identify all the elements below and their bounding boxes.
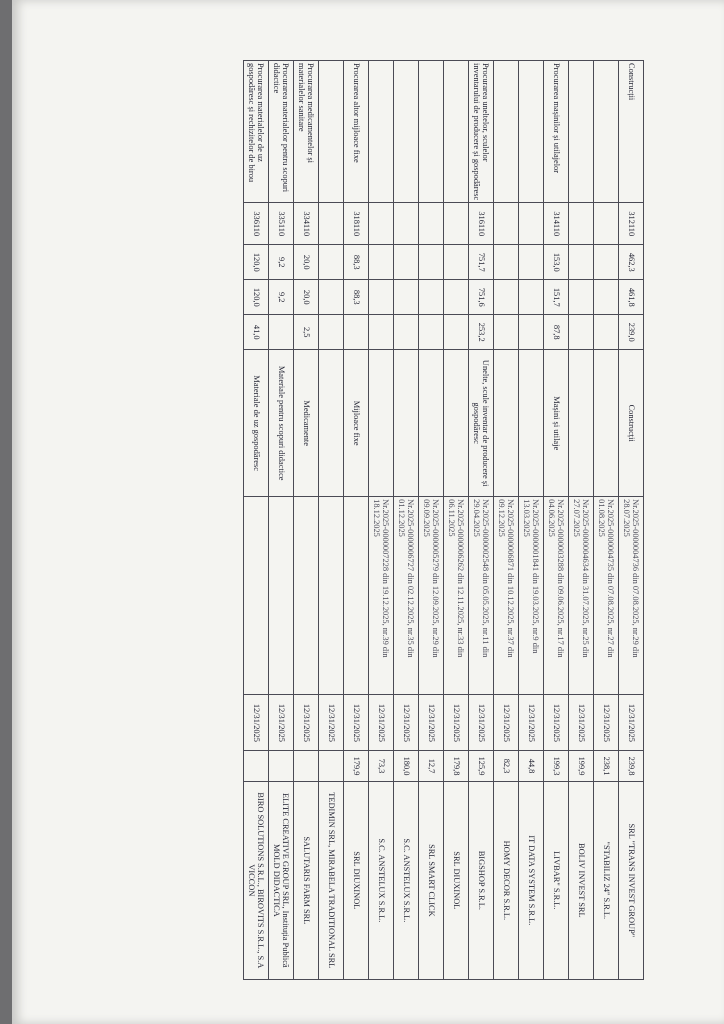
budget-code bbox=[394, 203, 419, 245]
table-row bbox=[619, 61, 644, 980]
budget-code bbox=[369, 203, 394, 245]
contract-amount: 179,8 bbox=[444, 751, 469, 781]
supplier-name: HOMY DECOR S.R.L. bbox=[494, 781, 519, 979]
executed-amount bbox=[519, 315, 544, 350]
procurement-category bbox=[494, 350, 519, 497]
budget-code bbox=[319, 203, 344, 245]
contracted-amount bbox=[594, 280, 619, 315]
budget-code: 335110 bbox=[269, 203, 294, 245]
contract-date: 12/31/2025 bbox=[594, 695, 619, 751]
expense-name bbox=[319, 61, 344, 203]
contract-amount: 199,9 bbox=[569, 751, 594, 781]
procurement-category: Materiale pentru scopuri didactice bbox=[269, 350, 294, 497]
contract-reference: Nr.2025-0000004634 din 31.07.2025, nr.25 din 27.07.2025 bbox=[569, 497, 594, 695]
planned-amount bbox=[569, 245, 594, 280]
planned-amount bbox=[519, 245, 544, 280]
planned-amount: 120,0 bbox=[244, 245, 269, 280]
table-row bbox=[269, 61, 294, 980]
supplier-name: BIRO SOLUTIONS S.R.L., BIROVITS S.R.L., S.A VICCON bbox=[244, 781, 269, 979]
supplier-name: SRL DIUXINOL bbox=[344, 781, 369, 979]
procurement-category bbox=[519, 350, 544, 497]
procurement-table bbox=[243, 60, 644, 980]
supplier-name: SRL DIUXINOL bbox=[444, 781, 469, 979]
contract-reference: Nr.2025-0000004736 din 07.08.2025, nr.29 din 28.07.2025 bbox=[619, 497, 644, 695]
contract-reference: Nr.2025-0000006262 din 12.11.2025, nr.33 din 06.11.2025 bbox=[444, 497, 469, 695]
executed-amount bbox=[419, 315, 444, 350]
rotated-document bbox=[12, 0, 724, 1024]
planned-amount: 462,3 bbox=[619, 245, 644, 280]
contract-date: 12/31/2025 bbox=[444, 695, 469, 751]
executed-amount: 239,0 bbox=[619, 315, 644, 350]
supplier-name: LIVBAR" S.R.L. bbox=[544, 781, 569, 979]
supplier-name: S.C. ANSTELUX S.R.L. bbox=[394, 781, 419, 979]
budget-code: 318110 bbox=[344, 203, 369, 245]
executed-amount bbox=[444, 315, 469, 350]
expense-name: Procurarea materialelor pentru scopuri didactice bbox=[269, 61, 294, 203]
procurement-category: Medicamente bbox=[294, 350, 319, 497]
supplier-name: BIGSHOP S.R.L. bbox=[469, 781, 494, 979]
supplier-name: BOLIV INVEST SRL bbox=[569, 781, 594, 979]
budget-code bbox=[594, 203, 619, 245]
contracted-amount: 88,3 bbox=[344, 280, 369, 315]
contract-reference: Nr.2025-0000001841 din 19.03.2025, nr.9 din 13.03.2025 bbox=[519, 497, 544, 695]
contract-amount: 125,9 bbox=[469, 751, 494, 781]
budget-code bbox=[444, 203, 469, 245]
table-row bbox=[419, 61, 444, 980]
contracted-amount bbox=[394, 280, 419, 315]
procurement-category bbox=[594, 350, 619, 497]
contracted-amount bbox=[369, 280, 394, 315]
planned-amount bbox=[419, 245, 444, 280]
contract-reference bbox=[344, 497, 369, 695]
contract-reference: Nr.2025-0000004735 din 07.08.2025, nr.27 din 01.08.2025 bbox=[594, 497, 619, 695]
budget-code bbox=[419, 203, 444, 245]
planned-amount bbox=[394, 245, 419, 280]
planned-amount bbox=[319, 245, 344, 280]
expense-name bbox=[394, 61, 419, 203]
budget-code: 336110 bbox=[244, 203, 269, 245]
expense-name: Procurarea medicamentelor și materialelor sanitare bbox=[294, 61, 319, 203]
planned-amount: 751,7 bbox=[469, 245, 494, 280]
budget-code bbox=[569, 203, 594, 245]
contracted-amount: 151,7 bbox=[544, 280, 569, 315]
contract-date: 12/31/2025 bbox=[344, 695, 369, 751]
contract-amount bbox=[294, 751, 319, 781]
budget-code bbox=[494, 203, 519, 245]
executed-amount bbox=[594, 315, 619, 350]
budget-code: 314110 bbox=[544, 203, 569, 245]
contract-amount: 238,1 bbox=[594, 751, 619, 781]
table-row bbox=[469, 61, 494, 980]
expense-name: Procurarea materialelor de uz gospodăresc și rechizitelor de birou bbox=[244, 61, 269, 203]
supplier-name: "STABILIZ 24" S.R.L. bbox=[594, 781, 619, 979]
supplier-name: SRL "TRANS INVEST GROUP" bbox=[619, 781, 644, 979]
contracted-amount: 120,0 bbox=[244, 280, 269, 315]
contract-reference: Nr.2025-0000002548 din 05.05.2025, nr.11 din 29.04.2025 bbox=[469, 497, 494, 695]
expense-name: Procurarea uneltelor, sculelor inventarului de producere și gospodăresc bbox=[469, 61, 494, 203]
procurement-category: Mijloace fixe bbox=[344, 350, 369, 497]
contract-date: 12/31/2025 bbox=[469, 695, 494, 751]
contracted-amount: 20,0 bbox=[294, 280, 319, 315]
contract-amount: 44,8 bbox=[519, 751, 544, 781]
expense-name: Construcții bbox=[619, 61, 644, 203]
executed-amount bbox=[344, 315, 369, 350]
contracted-amount: 751,6 bbox=[469, 280, 494, 315]
scanned-page bbox=[12, 0, 724, 1024]
contract-date: 12/31/2025 bbox=[244, 695, 269, 751]
table-row bbox=[294, 61, 319, 980]
table-row bbox=[519, 61, 544, 980]
executed-amount bbox=[494, 315, 519, 350]
procurement-category bbox=[419, 350, 444, 497]
expense-name bbox=[444, 61, 469, 203]
procurement-category bbox=[569, 350, 594, 497]
table-row bbox=[569, 61, 594, 980]
procurement-category: Unelte, scule inventar de producere și gospodăresc bbox=[469, 350, 494, 497]
supplier-name: SALUTARIS FARM SRL bbox=[294, 781, 319, 979]
contract-amount: 12,7 bbox=[419, 751, 444, 781]
contract-date: 12/31/2025 bbox=[269, 695, 294, 751]
table-row bbox=[244, 61, 269, 980]
procurement-category bbox=[319, 350, 344, 497]
contract-date: 12/31/2025 bbox=[619, 695, 644, 751]
supplier-name: ELITE CREATIVE GROUP SRL, Instituția Publică MOLD DIDACTICA bbox=[269, 781, 294, 979]
budget-code bbox=[519, 203, 544, 245]
supplier-name: S.C. ANSTELUX S.R.L. bbox=[369, 781, 394, 979]
contract-date: 12/31/2025 bbox=[319, 695, 344, 751]
contract-reference: Nr.2025-0000006871 din 10.12.2025, nr.37 din 09.12.2025 bbox=[494, 497, 519, 695]
contract-amount bbox=[244, 751, 269, 781]
contract-reference: Nr.2025-0000005279 din 12.09.2025, nr.29 din 09.09.2025 bbox=[419, 497, 444, 695]
procurement-category bbox=[369, 350, 394, 497]
contract-date: 12/31/2025 bbox=[494, 695, 519, 751]
expense-name bbox=[519, 61, 544, 203]
expense-name bbox=[569, 61, 594, 203]
contracted-amount bbox=[494, 280, 519, 315]
table-row bbox=[494, 61, 519, 980]
executed-amount: 41,0 bbox=[244, 315, 269, 350]
contract-amount: 179,9 bbox=[344, 751, 369, 781]
executed-amount bbox=[394, 315, 419, 350]
table-row bbox=[444, 61, 469, 980]
contract-amount: 239,8 bbox=[619, 751, 644, 781]
contracted-amount bbox=[519, 280, 544, 315]
planned-amount bbox=[594, 245, 619, 280]
procurement-category: Construcții bbox=[619, 350, 644, 497]
contract-date: 12/31/2025 bbox=[294, 695, 319, 751]
procurement-category: Materiale de uz gospodăresc bbox=[244, 350, 269, 497]
contract-reference bbox=[294, 497, 319, 695]
contracted-amount: 9,2 bbox=[269, 280, 294, 315]
planned-amount: 153,0 bbox=[544, 245, 569, 280]
contract-reference bbox=[319, 497, 344, 695]
planned-amount: 9,2 bbox=[269, 245, 294, 280]
contracted-amount bbox=[444, 280, 469, 315]
executed-amount: 2,5 bbox=[294, 315, 319, 350]
executed-amount bbox=[369, 315, 394, 350]
contract-amount: 82,3 bbox=[494, 751, 519, 781]
table-row bbox=[344, 61, 369, 980]
expense-name bbox=[594, 61, 619, 203]
contract-date: 12/31/2025 bbox=[569, 695, 594, 751]
expense-name: Procurarea altor mijloace fixe bbox=[344, 61, 369, 203]
contract-reference bbox=[244, 497, 269, 695]
expense-name: Procurarea mașinilor și utilajelor bbox=[544, 61, 569, 203]
planned-amount: 88,3 bbox=[344, 245, 369, 280]
contract-date: 12/31/2025 bbox=[369, 695, 394, 751]
supplier-name: IT DATA SYSTEM S.R.L. bbox=[519, 781, 544, 979]
planned-amount: 20,0 bbox=[294, 245, 319, 280]
contracted-amount bbox=[569, 280, 594, 315]
contracted-amount: 461,8 bbox=[619, 280, 644, 315]
procurement-category bbox=[444, 350, 469, 497]
contract-reference bbox=[269, 497, 294, 695]
contract-date: 12/31/2025 bbox=[544, 695, 569, 751]
contract-amount: 180,0 bbox=[394, 751, 419, 781]
contract-date: 12/31/2025 bbox=[394, 695, 419, 751]
expense-name bbox=[419, 61, 444, 203]
executed-amount bbox=[319, 315, 344, 350]
expense-name bbox=[494, 61, 519, 203]
planned-amount bbox=[444, 245, 469, 280]
contract-date: 12/31/2025 bbox=[419, 695, 444, 751]
table-row bbox=[319, 61, 344, 980]
budget-code: 312110 bbox=[619, 203, 644, 245]
contract-amount bbox=[319, 751, 344, 781]
executed-amount: 253,2 bbox=[469, 315, 494, 350]
contract-reference: Nr.2025-0000006727 din 02.12.2025, nr.35 din 01.12.2025 bbox=[394, 497, 419, 695]
executed-amount bbox=[269, 315, 294, 350]
contract-amount: 73,3 bbox=[369, 751, 394, 781]
planned-amount bbox=[369, 245, 394, 280]
table-row bbox=[544, 61, 569, 980]
contract-date: 12/31/2025 bbox=[519, 695, 544, 751]
contracted-amount bbox=[319, 280, 344, 315]
contract-reference: Nr.2025-0000003288 din 09.06.2025, nr.17 din 04.06.2025 bbox=[544, 497, 569, 695]
table-row bbox=[394, 61, 419, 980]
contract-reference: Nr.2025-0000007228 din 19.12.2025, nr.39 din 18.12.2025 bbox=[369, 497, 394, 695]
contract-amount bbox=[269, 751, 294, 781]
budget-code: 316110 bbox=[469, 203, 494, 245]
supplier-name: TEDIMIN SRL, MIRABELA TRADITIONAL SRL bbox=[319, 781, 344, 979]
contracted-amount bbox=[419, 280, 444, 315]
expense-name bbox=[369, 61, 394, 203]
budget-code: 334110 bbox=[294, 203, 319, 245]
executed-amount bbox=[569, 315, 594, 350]
procurement-category: Mașini și utilaje bbox=[544, 350, 569, 497]
executed-amount: 87,8 bbox=[544, 315, 569, 350]
contract-amount: 199,3 bbox=[544, 751, 569, 781]
table-row bbox=[594, 61, 619, 980]
planned-amount bbox=[494, 245, 519, 280]
table-row bbox=[369, 61, 394, 980]
procurement-category bbox=[394, 350, 419, 497]
supplier-name: SRL SMART CLICK bbox=[419, 781, 444, 979]
